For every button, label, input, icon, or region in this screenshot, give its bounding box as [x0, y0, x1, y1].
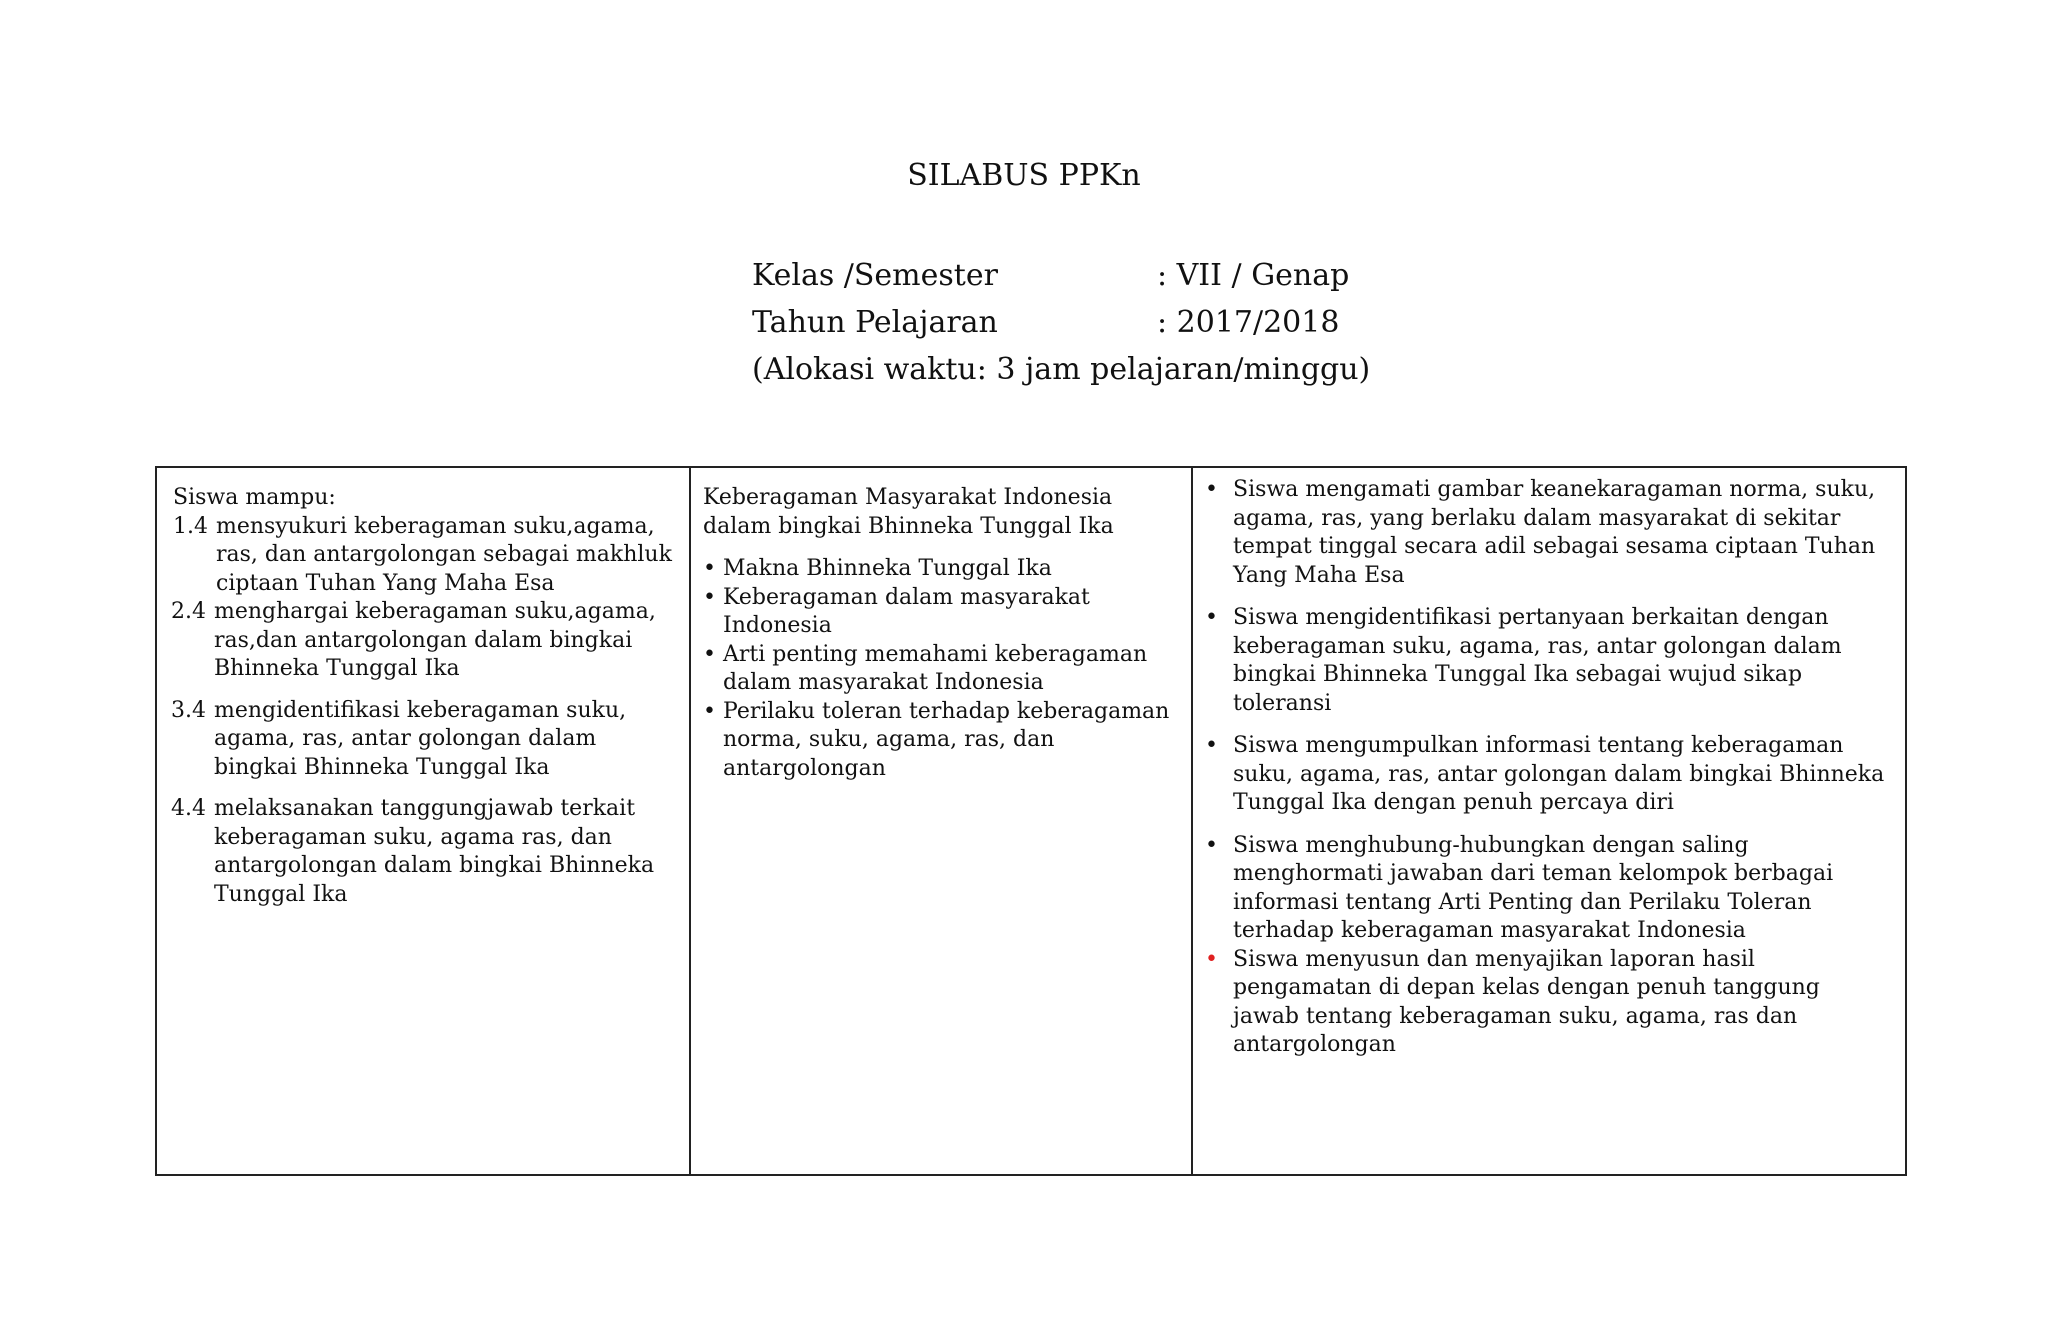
activity-text: Siswa mengumpulkan informasi tentang keberagaman suku, agama, ras, antar golongan dalam bingkai Bhinneka Tunggal Ika dengan penuh percaya diri: [1233, 733, 1885, 815]
competencies-intro: Siswa mampu:: [173, 485, 336, 510]
competency-text: mengidentifikasi keberagaman suku, agama, ras, antar golongan dalam bingkai Bhinneka Tunggal Ika: [214, 697, 627, 780]
competency-item: [171, 697, 675, 783]
competency-text: menghargai keberagaman suku,agama, ras,dan antargolongan dalam bingkai Bhinneka Tunggal Ika: [214, 599, 656, 681]
bullet-icon: •: [1205, 946, 1218, 972]
competency-number: 2.4: [171, 599, 206, 624]
material-item-text: Keberagaman dalam masyarakat Indonesia: [723, 584, 1090, 638]
competency-number: 1.4: [173, 513, 208, 539]
bullet-icon: •: [1205, 605, 1218, 630]
material-item-text: Makna Bhinneka Tunggal Ika: [723, 556, 1052, 581]
material-cell: [690, 467, 1192, 1175]
meta-label: Tahun Pelajaran: [752, 305, 998, 340]
meta-value: : VII / Genap: [1157, 258, 1350, 293]
list-item: [703, 555, 1179, 584]
competency-number: 4.4: [171, 796, 206, 821]
material-item-text: Perilaku toleran terhadap keberagaman norma, suku, agama, ras, dan antargolongan: [723, 698, 1170, 781]
page-title: SILABUS PPKn: [907, 158, 1141, 193]
competency-text: melaksanakan tanggungjawab terkait keberagaman suku, agama ras, dan antargolongan dalam bingkai Bhinneka Tunggal Ika: [214, 796, 655, 907]
list-item: [703, 584, 1179, 641]
competency-number: 3.4: [171, 697, 206, 723]
competency-item: [171, 598, 675, 684]
list-item: [1205, 732, 1885, 818]
competency-text: mensyukuri keberagaman suku,agama, ras, dan antargolongan sebagai makhluk ciptaan Tuhan Yang Maha Esa: [216, 513, 672, 596]
table-row: [156, 467, 1906, 1175]
material-item-text: Arti penting memahami keberagaman dalam masyarakat Indonesia: [723, 641, 1148, 695]
list-item: [1205, 946, 1885, 1060]
competency-item: [171, 795, 675, 909]
competencies-cell: [156, 467, 690, 1175]
list-item: [1205, 604, 1885, 718]
bullet-icon: •: [703, 556, 716, 581]
bullet-icon: •: [1205, 733, 1218, 758]
activity-text: Siswa mengamati gambar keanekaragaman norma, suku, agama, ras, yang berlaku dalam masyarakat di sekitar tempat tinggal secara adil sebagai sesama ciptaan Tuhan Yang Maha Esa: [1233, 477, 1876, 588]
document-meta: [752, 252, 1370, 393]
activity-text: Siswa menyusun dan menyajikan laporan hasil pengamatan di depan kelas dengan penuh tanggung jawab tentang keberagaman suku, agama, ras dan antargolongan: [1233, 946, 1820, 1057]
meta-value: : 2017/2018: [1157, 305, 1340, 340]
activities-cell: [1192, 467, 1906, 1175]
list-item: [1205, 832, 1885, 946]
material-list: [703, 555, 1179, 783]
bullet-icon: •: [703, 584, 716, 610]
material-heading: Keberagaman Masyarakat Indonesia dalam bingkai Bhinneka Tunggal Ika: [703, 485, 1114, 539]
list-item: [703, 698, 1179, 784]
bullet-icon: •: [703, 641, 716, 667]
meta-row-class-semester: [752, 252, 1370, 299]
activity-text: Siswa menghubung-hubungkan dengan saling menghormati jawaban dari teman kelompok berbagai informasi tentang Arti Penting dan Perilaku Toleran terhadap keberagaman masyarakat Indonesia: [1233, 832, 1834, 943]
list-item: [703, 641, 1179, 698]
bullet-icon: •: [1205, 477, 1218, 502]
bullet-icon: •: [703, 698, 716, 724]
syllabus-table: [155, 466, 1907, 1176]
bullet-icon: •: [1205, 832, 1218, 858]
competency-item: [171, 513, 675, 599]
time-allocation: (Alokasi waktu: 3 jam pelajaran/minggu): [752, 352, 1371, 387]
list-item: [1205, 476, 1885, 590]
meta-row-academic-year: [752, 299, 1370, 346]
meta-label: Kelas /Semester: [752, 258, 998, 293]
activity-text: Siswa mengidentifikasi pertanyaan berkaitan dengan keberagaman suku, agama, ras, antar golongan dalam bingkai Bhinneka Tunggal Ika sebagai wujud sikap toleransi: [1233, 605, 1842, 716]
activities-list: [1205, 476, 1885, 1060]
